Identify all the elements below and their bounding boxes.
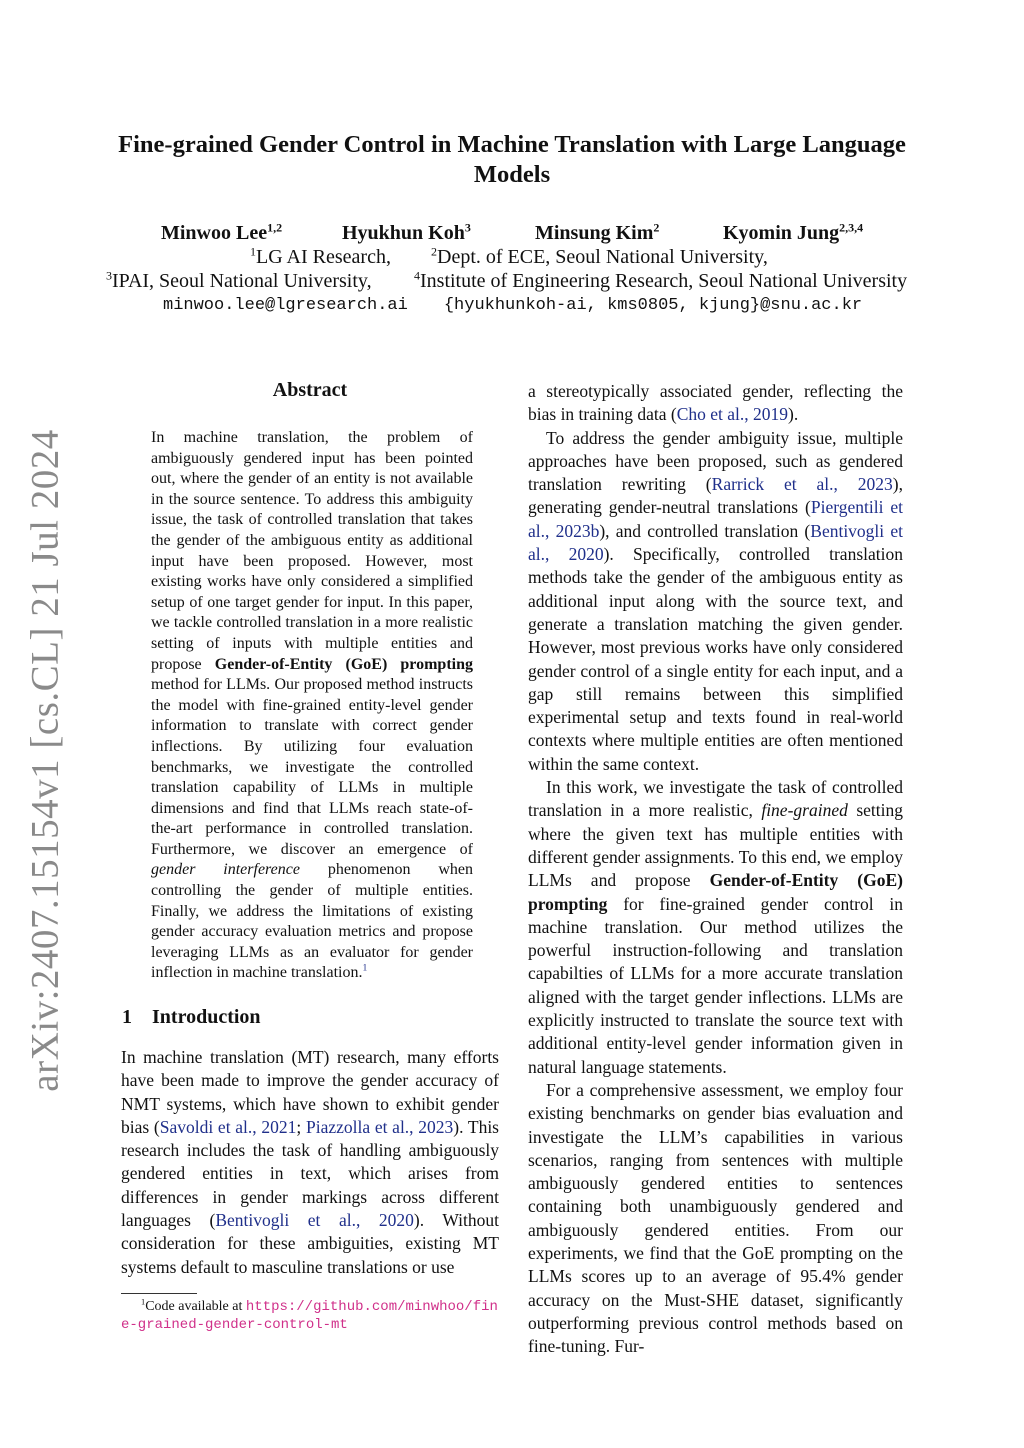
body-text: for fine-grained gender control in machine translation. Our method utilizes the powerful instruction-following and translation capabilties of LLMs for a more accurate translation aligned with the target gender inflections. LLMs are explicitly instructed to translate the source text with additional entity-level gender information given in natural language statements. [528,893,903,1077]
body-text: ; [296,1116,306,1137]
body-text: setting where the given text has multiple entities with different gender assignments. To this end, we employ LLMs and propose [528,800,903,891]
author-2 [342,222,471,245]
body-text: ), generating gender-neutral translations ( [528,474,903,518]
author-sup: 2 [653,220,660,235]
author-name: Minwoo Lee [161,222,268,244]
author-1 [161,222,282,245]
right-column [528,380,903,1358]
affiliation-text: Institute of Engineering Research, Seoul National University [420,270,908,292]
author-sup: 1,2 [267,220,283,235]
author-name: Minsung Kim [535,222,654,244]
affiliation-text: IPAI, Seoul National University, [112,270,372,292]
body-text: In machine translation (MT) research, many efforts have been made to improve the gender accuracy of NMT systems, which have shown to exhibit gender bias ( [121,1047,499,1137]
paragraph-this-work [528,776,903,1079]
citation-link[interactable]: Rarrick et al., 2023 [711,474,893,495]
footnote-text: Code available at [145,1299,246,1314]
abstract-text: phenomenon when controlling the gender of multiple entities. Finally, we address the limitations of existing gender accuracy evaluation metrics and propose leveraging LLMs as an evaluator for gender inflection in machine translation. [151,861,473,982]
author-4 [723,222,863,245]
body-text: ). [788,404,799,425]
citation-link[interactable]: Bentivogli et al., 2020 [528,520,903,565]
footnote-divider [121,1293,197,1294]
author-sup: 2,3,4 [839,220,864,235]
abstract-method-name: Gender-of-Entity (GoE) prompting [214,655,474,673]
body-text: a stereotypically associated gender, reflecting the bias in training data ( [528,381,903,425]
affiliation-text: Dept. of ECE, Seoul National University, [437,246,768,268]
body-text: ). This research includes the task of handling ambiguously gendered entities in text, which arises from differences in gender markings across different languages ( [121,1116,499,1231]
abstract-text: method for LLMs. Our proposed method instructs the model with fine-grained entity-level gender information to translate with correct gender inflections. By utilizing four evaluation benchmarks, we investigate the controlled translation capability of LLMs in multiple dimensions and find that LLMs reach state-of-the-art performance in controlled translation. Furthermore, we discover an emergence of [151,676,473,858]
code-url-link[interactable]: https://github.com/minwhoo/fine-grained-gender-control-mt [121,1299,498,1333]
body-text: To address the gender ambiguity issue, multiple approaches have been proposed, such as gendered translation rewriting ( [528,427,903,495]
body-text: For a comprehensive assessment, we employ four existing benchmarks on gender bias evaluation and investigate the LLM’s capabilities in various scenarios, ranging from sentences with multiple ambiguously gendered entities to sentences containing both unambiguously gendered and ambiguously gendered entities. From our experiments, we find that the GoE prompting on the LLMs scores up to an average of 95.4% gender accuracy on the Must-SHE dataset, significantly outperforming previous control methods based on fine-tuning. Fur- [528,1079,903,1357]
citation-link[interactable]: Cho et al., 2019 [676,404,789,425]
citation-link[interactable]: Savoldi et al., 2021 [159,1116,297,1137]
citation-link[interactable]: Piazzolla et al., 2023 [305,1116,454,1137]
paragraph-assessment [528,1079,903,1359]
body-emphasis: fine-grained [761,800,848,821]
section-title: Introduction [152,1006,261,1028]
paragraph-approaches [528,427,903,776]
affiliation-1 [250,246,391,269]
citation-link[interactable]: Bentivogli et al., 2020 [215,1210,414,1231]
email-lg[interactable]: minwoo.lee@lgresearch.ai [163,296,408,315]
body-text: ). Specifically, controlled translation methods take the gender of the ambiguous entity as additional input along with the source text, and generate a translation matching the given gender. However, most previous works have only considered gender control of a single entity for each input, and a gap still remains between this simplified experimental setup and texts found in real-world contexts where multiple entities are often mentioned within the same context. [528,544,903,774]
method-name: Gender-of-Entity (GoE) prompting [528,870,903,914]
body-text: ). Without consideration for these ambiguities, existing MT systems default to masculine translations or use [121,1210,499,1277]
affiliation-sup: 1 [250,244,256,259]
author-3 [535,222,659,245]
section-heading-introduction [122,1006,261,1029]
body-text: In this work, we investigate the task of controlled translation in a more realistic, [528,777,903,821]
author-emails [163,296,862,315]
abstract-heading: Abstract [272,379,348,401]
footnote-mark[interactable]: 1 [362,963,368,975]
paper-title: Fine-grained Gender Control in Machine Translation with Large Language Models [118,131,906,188]
affiliation-sup: 4 [414,268,420,283]
abstract-body [151,428,473,984]
arxiv-identifier: arXiv:2407.15154v1 [cs.CL] 21 Jul 2024 [23,429,67,1092]
author-name: Kyomin Jung [723,222,840,244]
introduction-paragraph [121,1046,499,1279]
footnote [121,1298,499,1334]
author-sup: 3 [464,220,471,235]
author-name: Hyukhun Koh [342,222,465,244]
abstract-text: In machine translation, the problem of ambiguously gendered input has been pointed out, where the gender of an entity is not available in the source sentence. To address this ambiguity issue, the task of controlled translation that takes the gender of the ambiguous entity as additional input have been proposed. However, most existing works have only considered a simplified setup of one target gender for input. In this paper, we tackle controlled translation in a more realistic setting of inputs with multiple entities and propose [151,429,473,673]
email-snu[interactable]: {hyukhunkoh-ai, kms0805, kjung}@snu.ac.kr [443,296,863,315]
body-text: ), and controlled translation ( [599,520,811,541]
abstract-emphasis: gender interference [151,861,300,879]
affiliation-2 [431,246,768,269]
footnote-number: 1 [141,1297,146,1307]
affiliation-sup: 2 [431,244,437,259]
affiliation-sup: 3 [106,268,112,283]
affiliation-4 [414,270,907,293]
section-number: 1 [122,1006,132,1028]
affiliation-3 [106,270,372,293]
affiliation-text: LG AI Research, [256,246,391,268]
paragraph-continued [528,380,903,427]
citation-link[interactable]: Piergentili et al., 2023b [528,497,903,541]
